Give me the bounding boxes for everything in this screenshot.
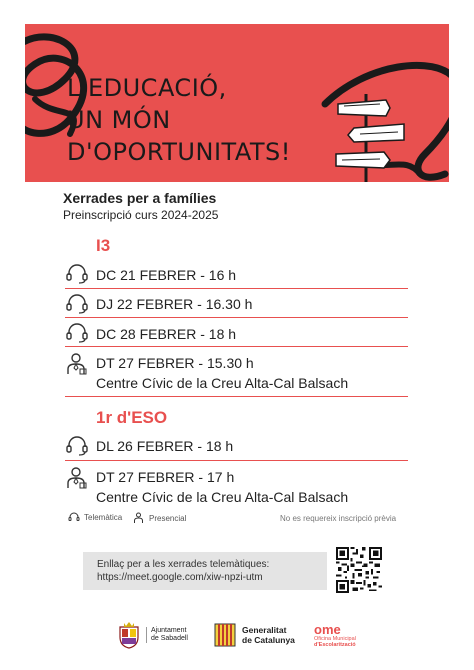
event-row [65,319,408,347]
subtitle-block [63,190,218,222]
generalitat-name: Generalitat [242,625,287,635]
group-heading-i3: I3 [96,236,111,255]
generalitat-emblem-icon [214,622,236,648]
legend-presential-label: Presencial [149,513,187,523]
event-row [65,348,408,397]
meeting-link-box [83,552,327,590]
generalitat-region: de Catalunya [242,635,295,645]
event-location: Centre Cívic de la Creu Alta-Cal Balsach [96,489,349,505]
meeting-link-url[interactable]: https://meet.google.com/xiw-npzi-utm [97,572,263,583]
event-text: DL 26 FEBRER - 18 h [96,438,234,454]
sabadell-shield-icon [118,621,140,649]
generalitat-logo [214,620,295,650]
person-icon [65,352,89,376]
event-row [65,290,408,318]
ajuntament-name: Ajuntament [151,627,187,634]
event-text: DT 27 FEBRER - 17 h [96,469,235,485]
ome-name: ome [314,621,341,637]
qr-code-icon[interactable] [336,547,382,593]
hero-title-line: D'OPORTUNITATS! [67,138,291,166]
event-row [65,432,408,461]
person-icon [133,512,145,524]
event-text: DC 28 FEBRER - 18 h [96,326,237,342]
event-row [65,462,408,511]
subtitle-line: Preinscripció curs 2024-2025 [63,208,219,222]
ome-sub-line: d'Escolarització [314,641,356,648]
subtitle-title: Xerrades per a famílies [63,190,217,206]
ome-logo [314,620,356,650]
headset-icon [65,263,89,285]
event-row [65,260,408,289]
headset-icon [65,293,89,315]
hero-title-line: L'EDUCACIÓ, [67,74,227,102]
event-location: Centre Cívic de la Creu Alta-Cal Balsach [96,375,349,391]
headset-icon [68,512,80,523]
hero-banner [25,24,449,182]
ajuntament-city: de Sabadell [151,635,188,642]
legend-telematic-label: Telemàtica [84,513,123,522]
group-heading-eso: 1r d'ESO [96,408,168,427]
headset-icon [65,322,89,344]
legend-presential [133,512,186,524]
legend-telematic [68,512,122,523]
event-text: DC 21 FEBRER - 16 h [96,267,237,283]
event-text: DJ 22 FEBRER - 16.30 h [96,296,253,312]
hero-title [67,72,387,168]
ome-sub-line: Oficina Municipal [314,635,356,642]
event-text: DT 27 FEBRER - 15.30 h [96,355,254,371]
person-icon [65,466,89,490]
meeting-link-label: Enllaç per a les xerrades telemàtiques: [97,559,270,570]
ajuntament-logo [118,620,188,650]
registration-note: No es requereix inscripció prèvia [280,514,397,523]
hero-title-line: UN MÓN [67,106,171,134]
headset-icon [65,435,89,457]
